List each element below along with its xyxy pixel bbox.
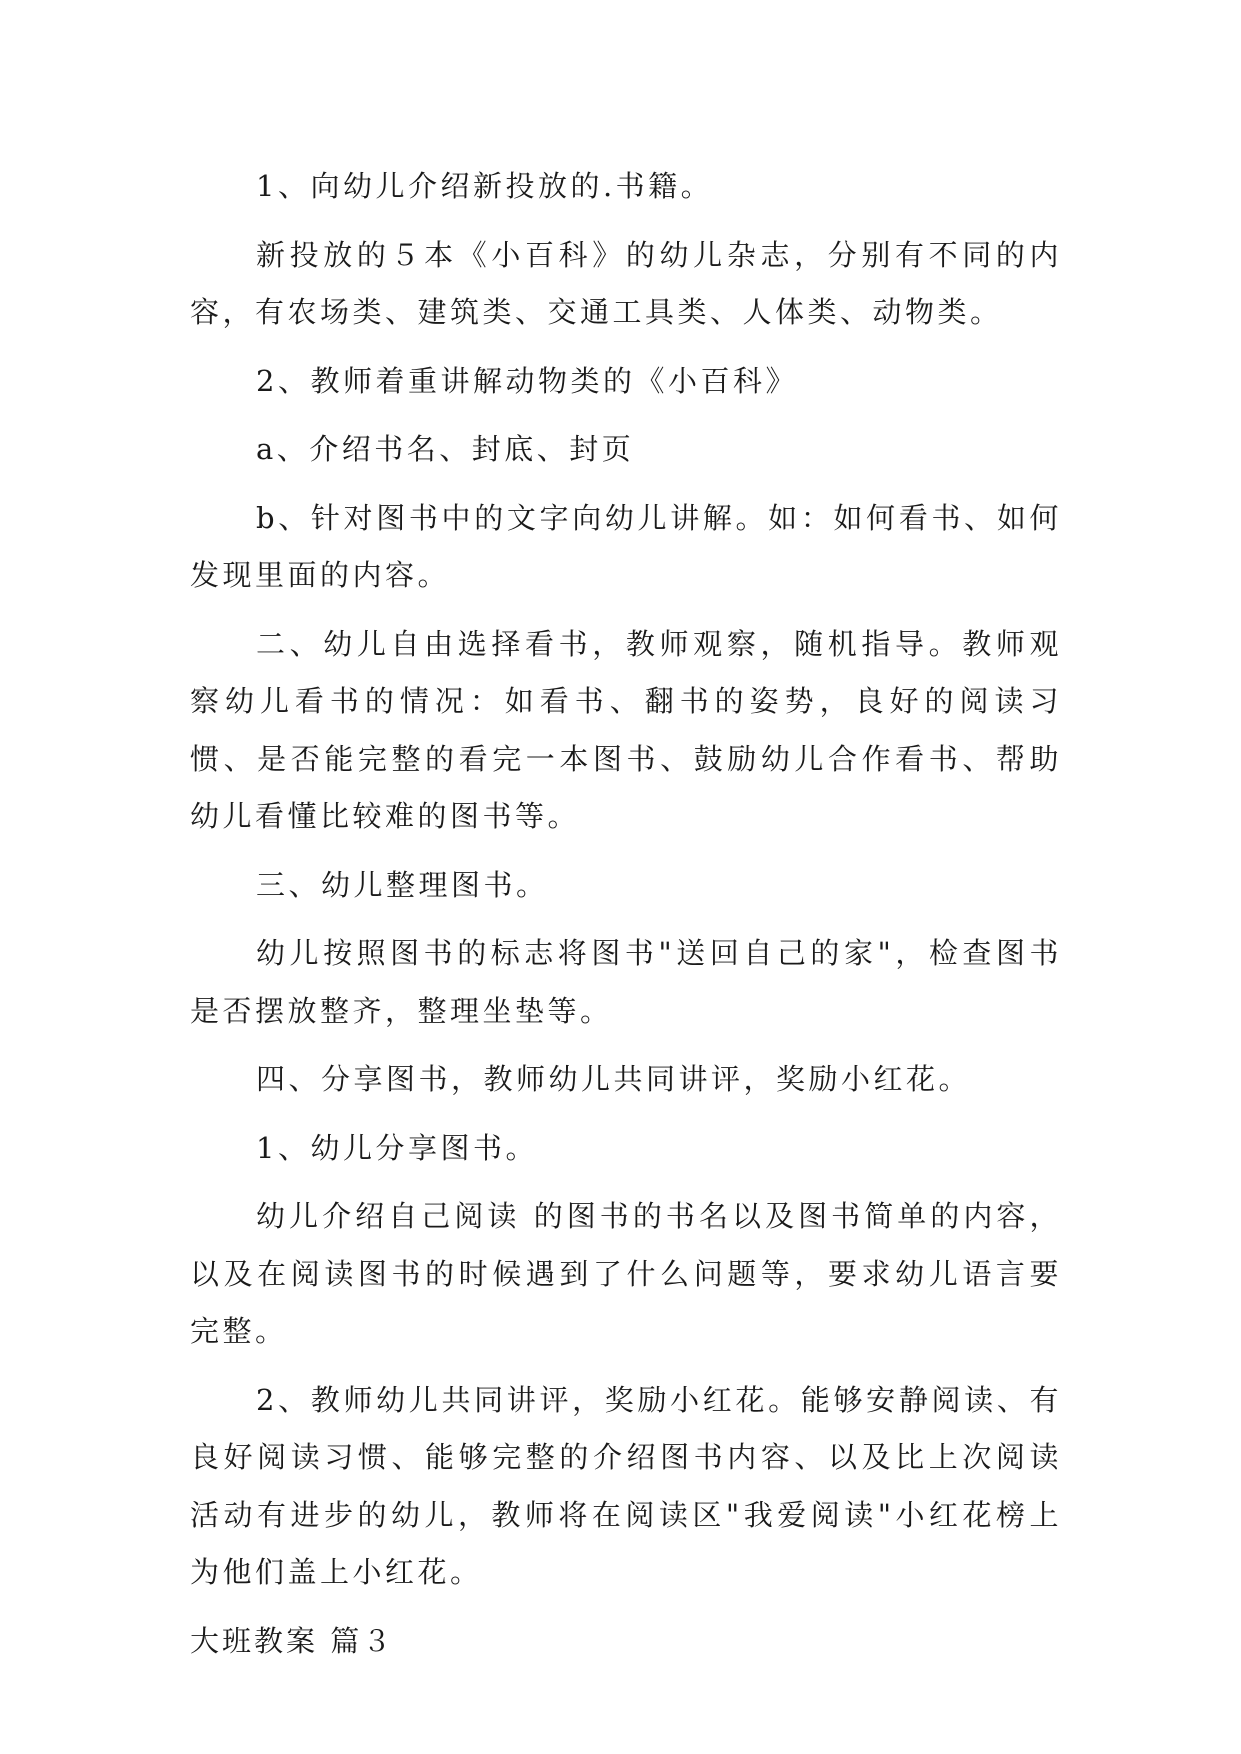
paragraph-4: a、介绍书名、封底、封页	[256, 432, 635, 466]
paragraph-11: 幼儿介绍自己阅读 的图书的书名以及图书简单的内容，以及在阅读图书的时候遇到了什么问题等，要求幼儿语言要完整。	[190, 1199, 1062, 1348]
paragraph-3: 2、教师着重讲解动物类的《小百科》	[256, 363, 798, 398]
paragraph-7: 三、幼儿整理图书。	[256, 867, 549, 902]
paragraph-5: b、针对图书中的文字向幼儿讲解。如：如何看书、如何发现里面的内容。	[190, 500, 1062, 592]
paragraph-12: 2、教师幼儿共同讲评，奖励小红花。能够安静阅读、有良好阅读习惯、能够完整的介绍图书内容、以及比上次阅读活动有进步的幼儿，教师将在阅读区"我爱阅读"小红花榜上为他们盖上小红花。	[190, 1382, 1062, 1589]
paragraph-9: 四、分享图书，教师幼儿共同讲评，奖励小红花。	[256, 1062, 972, 1096]
paragraph-6: 二、幼儿自由选择看书，教师观察，随机指导。教师观察幼儿看书的情况：如看书、翻书的姿势，良好的阅读习惯、是否能完整的看完一本图书、鼓励幼儿合作看书、帮助幼儿看懂比较难的图书等。	[190, 626, 1062, 833]
paragraph-1: 1、向幼儿介绍新投放的.书籍。	[256, 169, 714, 203]
paragraph-2: 新投放的５本《小百科》的幼儿杂志，分别有不同的内容，有农场类、建筑类、交通工具类、人体类、动物类。	[190, 237, 1062, 329]
paragraph-10: 1、幼儿分享图书。	[256, 1130, 538, 1165]
document-page	[190, 158, 1062, 1670]
section-heading: 大班教案 篇３	[190, 1623, 395, 1658]
paragraph-8: 幼儿按照图书的标志将图书"送回自己的家"，检查图书是否摆放整齐，整理坐垫等。	[190, 936, 1062, 1028]
